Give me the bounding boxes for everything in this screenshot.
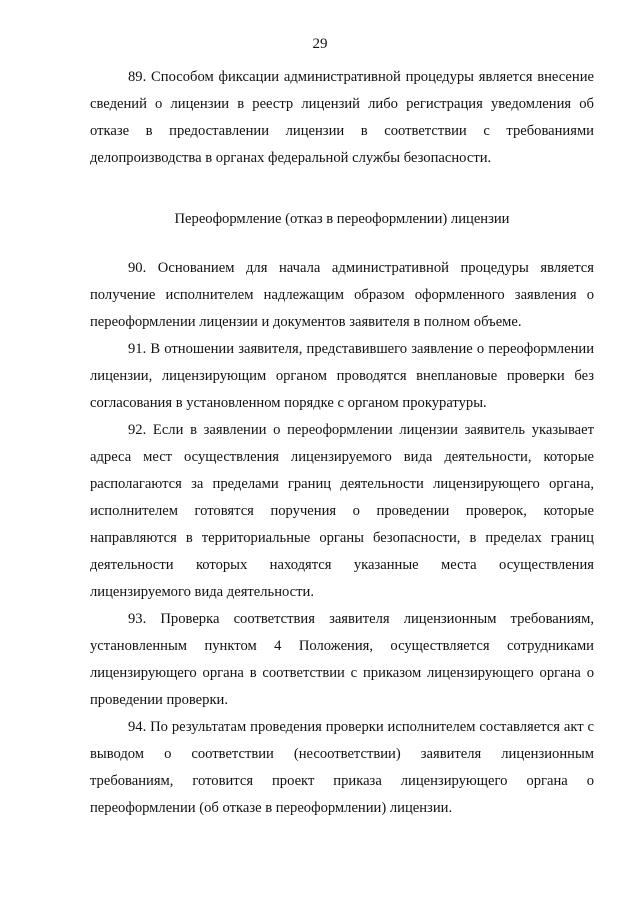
spacer	[90, 172, 594, 206]
paragraph-94: 94. По результатам проведения проверки исполнителем составляется акт с выводом о соответствии (несоответствии) заявителя лицензионным требованиям, готовится проект приказа лицензирующего органа о переоформлении (об отказе в переоформлении) лицензии.	[90, 719, 594, 816]
spacer	[90, 233, 594, 255]
paragraph-90: 90. Основанием для начала административной процедуры является получение исполнителем надлежащим образом оформленного заявления о переоформлении лицензии и документов заявителя в полном объеме.	[90, 260, 594, 330]
paragraph-91: 91. В отношении заявителя, представившего заявление о переоформлении лицензии, лицензирующим органом проводятся внеплановые проверки без согласования в установленном порядке с органом прокуратуры.	[90, 341, 594, 411]
document-body	[90, 64, 594, 822]
paragraph-93: 93. Проверка соответствия заявителя лицензионным требованиям, установленным пунктом 4 Положения, осуществляется сотрудниками лицензирующего органа в соответствии с приказом лицензирующего органа о проведении проверки.	[90, 611, 594, 708]
page-number: 29	[312, 36, 328, 52]
section-heading: Переоформление (отказ в переоформлении) лицензии	[174, 211, 510, 227]
paragraph-92: 92. Если в заявлении о переоформлении лицензии заявитель указывает адреса мест осуществления лицензируемого вида деятельности, которые располагаются за пределами границ деятельности лицензирующего органа, исполнителем готовятся поручения о проведении проверок, которые направляются в территориальные органы безопасности, в пределах границ деятельности которых находятся указанные места осуществления лицензируемого вида деятельности.	[90, 422, 594, 600]
paragraph-89: 89. Способом фиксации административной процедуры является внесение сведений о лицензии в реестр лицензий либо регистрация уведомления об отказе в предоставлении лицензии в соответствии с требованиями делопроизводства в органах федеральной службы безопасности.	[90, 69, 594, 166]
